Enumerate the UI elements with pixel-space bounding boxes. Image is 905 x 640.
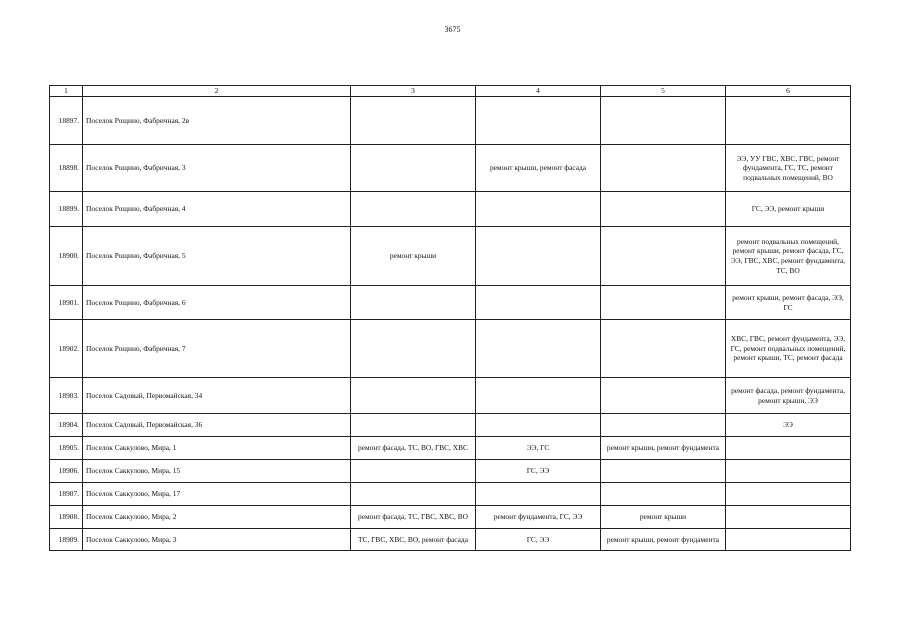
cell-col3 [351, 483, 476, 506]
cell-col4 [476, 192, 601, 227]
address-cell: Поселок Рощино, Фабричная, 3 [83, 145, 351, 192]
row-number: 18909. [50, 529, 83, 551]
row-number: 18903. [50, 378, 83, 414]
row-number: 18905. [50, 437, 83, 460]
column-header: 3 [351, 86, 476, 97]
table-row [50, 460, 851, 483]
cell-col6: ремонт подвальных помещений, ремонт крыши, ремонт фасада, ГС, ЭЭ, ГВС, ХВС, ремонт фундамента, ТС, ВО [726, 227, 851, 286]
table-row [50, 378, 851, 414]
table-row [50, 320, 851, 378]
cell-col5 [601, 192, 726, 227]
cell-col4: ремонт крыши, ремонт фасада [476, 145, 601, 192]
row-number: 18908. [50, 506, 83, 529]
cell-col6 [726, 437, 851, 460]
cell-col6 [726, 97, 851, 145]
cell-col6 [726, 506, 851, 529]
row-number: 18899. [50, 192, 83, 227]
address-cell: Поселок Саккулово, Мира, 15 [83, 460, 351, 483]
table-row [50, 414, 851, 437]
table-row [50, 192, 851, 227]
cell-col5 [601, 145, 726, 192]
repair-schedule-table [49, 85, 851, 551]
cell-col5 [601, 414, 726, 437]
table-row [50, 145, 851, 192]
table-row [50, 227, 851, 286]
address-cell: Поселок Рощино, Фабричная, 7 [83, 320, 351, 378]
cell-col5 [601, 320, 726, 378]
table-row [50, 529, 851, 551]
cell-col6 [726, 460, 851, 483]
row-number: 18900. [50, 227, 83, 286]
cell-col6: ЭЭ, УУ ГВС, ХВС, ГВС, ремонт фундамента, ГС, ТС, ремонт подвальных помещений, ВО [726, 145, 851, 192]
page-number: 3675 [444, 25, 461, 34]
table-row [50, 97, 851, 145]
column-header: 1 [50, 86, 83, 97]
cell-col5 [601, 378, 726, 414]
cell-col5 [601, 483, 726, 506]
cell-col3: ремонт крыши [351, 227, 476, 286]
cell-col4: ремонт фундамента, ГС, ЭЭ [476, 506, 601, 529]
cell-col4: ГС, ЭЭ [476, 529, 601, 551]
cell-col3 [351, 378, 476, 414]
address-cell: Поселок Садовый, Первомайская, 34 [83, 378, 351, 414]
address-cell: Поселок Саккулово, Мира, 17 [83, 483, 351, 506]
cell-col6 [726, 529, 851, 551]
cell-col6: ремонт фасада, ремонт фундамента, ремонт крыши, ЭЭ [726, 378, 851, 414]
address-cell: Поселок Рощино, Фабричная, 5 [83, 227, 351, 286]
cell-col3: ремонт фасада, ТС, ВО, ГВС, ХВС [351, 437, 476, 460]
table-header-row [50, 86, 851, 97]
address-cell: Поселок Рощино, Фабричная, 4 [83, 192, 351, 227]
row-number: 18906. [50, 460, 83, 483]
address-cell: Поселок Саккулово, Мира, 2 [83, 506, 351, 529]
cell-col4 [476, 320, 601, 378]
cell-col4: ГС, ЭЭ [476, 460, 601, 483]
cell-col4 [476, 286, 601, 320]
cell-col3 [351, 192, 476, 227]
cell-col5: ремонт крыши, ремонт фундамента [601, 529, 726, 551]
cell-col5 [601, 460, 726, 483]
address-cell: Поселок Рощино, Фабричная, 2в [83, 97, 351, 145]
cell-col4: ЭЭ, ГС [476, 437, 601, 460]
cell-col4 [476, 97, 601, 145]
row-number: 18897. [50, 97, 83, 145]
column-header: 4 [476, 86, 601, 97]
cell-col6: ХВС, ГВС, ремонт фундамента, ЭЭ, ГС, ремонт подвальных помещений, ремонт крыши, ТС, ремонт фасада [726, 320, 851, 378]
row-number: 18898. [50, 145, 83, 192]
table-row [50, 437, 851, 460]
column-header: 6 [726, 86, 851, 97]
row-number: 18904. [50, 414, 83, 437]
cell-col3 [351, 286, 476, 320]
cell-col3 [351, 414, 476, 437]
address-cell: Поселок Саккулово, Мира, 1 [83, 437, 351, 460]
row-number: 18902. [50, 320, 83, 378]
cell-col5 [601, 227, 726, 286]
cell-col5 [601, 286, 726, 320]
cell-col6: ремонт крыши, ремонт фасада, ЭЭ, ГС [726, 286, 851, 320]
cell-col3: ремонт фасада, ТС, ГВС, ХВС, ВО [351, 506, 476, 529]
cell-col3: ТС, ГВС, ХВС, ВО, ремонт фасада [351, 529, 476, 551]
cell-col4 [476, 483, 601, 506]
cell-col6 [726, 483, 851, 506]
cell-col3 [351, 97, 476, 145]
cell-col3 [351, 145, 476, 192]
cell-col5: ремонт крыши [601, 506, 726, 529]
address-cell: Поселок Рощино, Фабричная, 6 [83, 286, 351, 320]
cell-col4 [476, 378, 601, 414]
column-header: 2 [83, 86, 351, 97]
column-header: 5 [601, 86, 726, 97]
cell-col6: ЭЭ [726, 414, 851, 437]
cell-col5 [601, 97, 726, 145]
row-number: 18907. [50, 483, 83, 506]
table-row [50, 286, 851, 320]
cell-col5: ремонт крыши, ремонт фундамента [601, 437, 726, 460]
cell-col4 [476, 414, 601, 437]
table-row [50, 506, 851, 529]
cell-col3 [351, 460, 476, 483]
cell-col4 [476, 227, 601, 286]
cell-col3 [351, 320, 476, 378]
table-row [50, 483, 851, 506]
address-cell: Поселок Садовый, Первомайская, 36 [83, 414, 351, 437]
cell-col6: ГС, ЭЭ, ремонт крыши [726, 192, 851, 227]
row-number: 18901. [50, 286, 83, 320]
address-cell: Поселок Саккулово, Мира, 3 [83, 529, 351, 551]
